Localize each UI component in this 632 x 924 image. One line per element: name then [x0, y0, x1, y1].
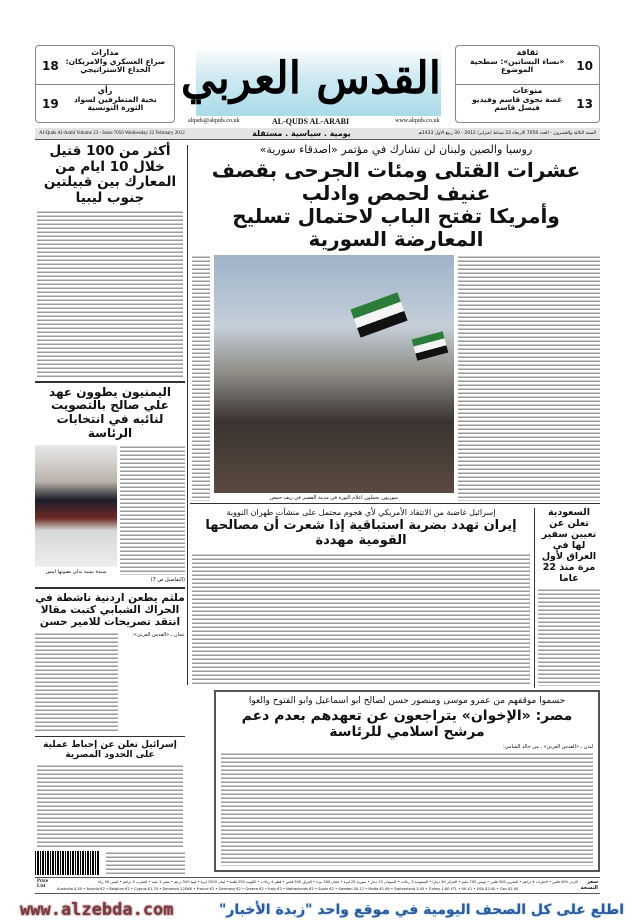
yemen-photo-caption: سيدة يمنية تدلي بصوتها امس	[45, 568, 107, 575]
prices-en: Australia $.50 • Austria €2 • Belgium €2 • Cyprus €1.70 • Denmark 12DKK • France €2 • Germany €2 • Greece €2 • Italy €2 • Netherlands €2 • Spain €2 • Sweden SK 17 • Malta €1.60 • Switzerland 3.50 • Turkey 1.60 YTL • UK £1 • USA $2.00 • Can $2.00	[57, 887, 519, 891]
masthead-email: alquds@alquds.co.uk	[188, 118, 240, 124]
egypt-byline: لندن ـ «القدس العربي» ـ من خالد الشامي:	[503, 743, 593, 750]
teasers-right-box	[455, 45, 600, 123]
main-body-right	[458, 255, 600, 501]
syrian-flag	[412, 331, 449, 361]
saudi-headline[interactable]: السعودية تعلن عن تعيين سفير لها في العراق لأول مرة منذ 22 عاما	[541, 507, 597, 584]
jordan-headline[interactable]: ملثم يطعن اردنية ناشطة في الحراك الشبابي كتبت مقالا انتقد تصريحات للامير حسن	[35, 591, 185, 628]
teaser-right-1[interactable]: ثقافة 10 «نساء البساتين»: سطحية الموضوع	[470, 48, 593, 75]
libya-headline[interactable]: أكثر من 100 قتيل خلال 10 ايام من المعارك بين قبيلتين جنوب ليبيا	[43, 143, 177, 206]
yemen-more[interactable]: (التفاصيل ص 7)	[150, 576, 185, 583]
iran-story	[192, 508, 530, 686]
libya-body	[37, 210, 183, 377]
logo-text: القدس العربي	[180, 53, 441, 104]
promo-banner[interactable]	[0, 896, 632, 924]
left-column	[35, 144, 185, 875]
masthead-latin-name: AL-QUDS AL-ARABI	[272, 117, 350, 126]
date-bar	[35, 128, 600, 140]
jordan-block	[35, 632, 185, 732]
main-body-left	[192, 255, 210, 501]
israel-body	[37, 764, 183, 847]
saudi-body	[538, 588, 600, 686]
issue-ar: السنة الثالثة والعشرون - العدد 7056 الاربعاء 22 شباط (فبراير) 2012 - 30 ربيع الاول 1433هـ	[418, 131, 596, 136]
israel-headline[interactable]: إسرائيل تعلن عن إحباط عملية على الحدود المصرية	[43, 740, 177, 761]
prices-ar: الاردن 400 فلس • الامارات 4 دراهم • البحرين 300 فلس • تونس 700 مليم • الجزائر 30 دينارا • السعودية 3 ريالات • السودان 15 دينار • سورية 25 ليرة • عمان 300 بيزة • العراق 500 فلس • قطر 4 ريالات • الكويت 250 فلسا • لبنان 1500 ليرة • ليبيا 500 درهم • مصر 1 جنيه • المغرب 5 دراهم • اليمن 50 ريالا	[97, 880, 578, 884]
jordan-body	[35, 632, 118, 732]
banner-slogan: اطلع على كل الصحف اليومية في موقع واحد "زبدة الأخبار"	[218, 902, 624, 918]
yemen-headline[interactable]: اليمنيون يطوون عهد علي صالح بالتصويت لنائبه في انتخابات الرئاسة	[49, 384, 171, 441]
iran-headline[interactable]: إيران تهدد بضربة استباقية إذا شعرت أن مصالحها القومية مهددة	[205, 518, 517, 549]
iran-kicker: إسرائيل غاضبة من الانتقاد الأمريكي لأي هجوم محتمل على منشآت طهران النووية	[226, 508, 496, 517]
main-headline-1[interactable]: عشرات القتلى ومئات الجرحى بقصف عنيف لحمص وادلب	[211, 157, 581, 205]
yemen-body	[120, 445, 185, 575]
teaser-right-2[interactable]: منوعات 13 غصة نجوى قاسم وفيديو فيصل قاسم	[472, 86, 593, 113]
teaser-left-2[interactable]: رأي نخبة المتطرفين لسواد الثورة التونسية 19	[42, 86, 157, 113]
banner-site[interactable]: www.alzebda.com	[20, 900, 174, 920]
price-list	[35, 877, 600, 894]
misc-body	[106, 851, 185, 875]
main-headline-2[interactable]: وأمريكا تفتح الباب لاحتمال تسليح المعارضة السورية	[232, 203, 560, 251]
barcode	[35, 851, 100, 875]
main-story	[192, 144, 600, 501]
iran-body	[192, 553, 530, 686]
saudi-story	[538, 508, 600, 686]
egypt-headline[interactable]: مصر: «الإخوان» يتراجعون عن تعهدهم بعدم دعم مرشح اسلامي للرئاسة	[241, 708, 573, 741]
syrian-flag	[350, 292, 407, 337]
masthead-logo	[180, 46, 441, 116]
jordan-byline: عمان ـ «القدس العربي»:	[132, 632, 185, 639]
main-kicker: روسيا والصين ولبنان لن تشارك في مؤتمر «اصدقاء سورية»	[259, 143, 533, 156]
masthead-website: www.alquds.co.uk	[395, 118, 440, 124]
price-list-label-ar: سعر النسخة	[580, 879, 598, 891]
main-photo	[214, 255, 454, 493]
main-photo-caption: سوريون يحملون اعلام الثورة في مدينة القصير في ريف حمص	[269, 495, 399, 501]
tagline: يومية . سياسية . مستقلة	[252, 129, 351, 138]
egypt-kicker: حسموا موقفهم من عمرو موسى ومنصور حسن لصالح ابو اسماعيل وابو الفتوح والعوا	[248, 696, 566, 706]
yemen-photo	[35, 445, 117, 567]
teasers-left-box	[35, 45, 175, 123]
egypt-box	[214, 690, 600, 872]
issue-en: Al-Quds Al-Arabi Volume 23 - Issue 7056 Wednesday 22 February 2012	[39, 131, 185, 136]
price-list-label: Price List	[37, 879, 49, 889]
yemen-block	[35, 445, 185, 583]
teaser-left-1[interactable]: مدارات صراع العسكري والامريكان: الخداع الاستراتيجي 18	[42, 48, 166, 75]
egypt-body	[221, 752, 593, 866]
